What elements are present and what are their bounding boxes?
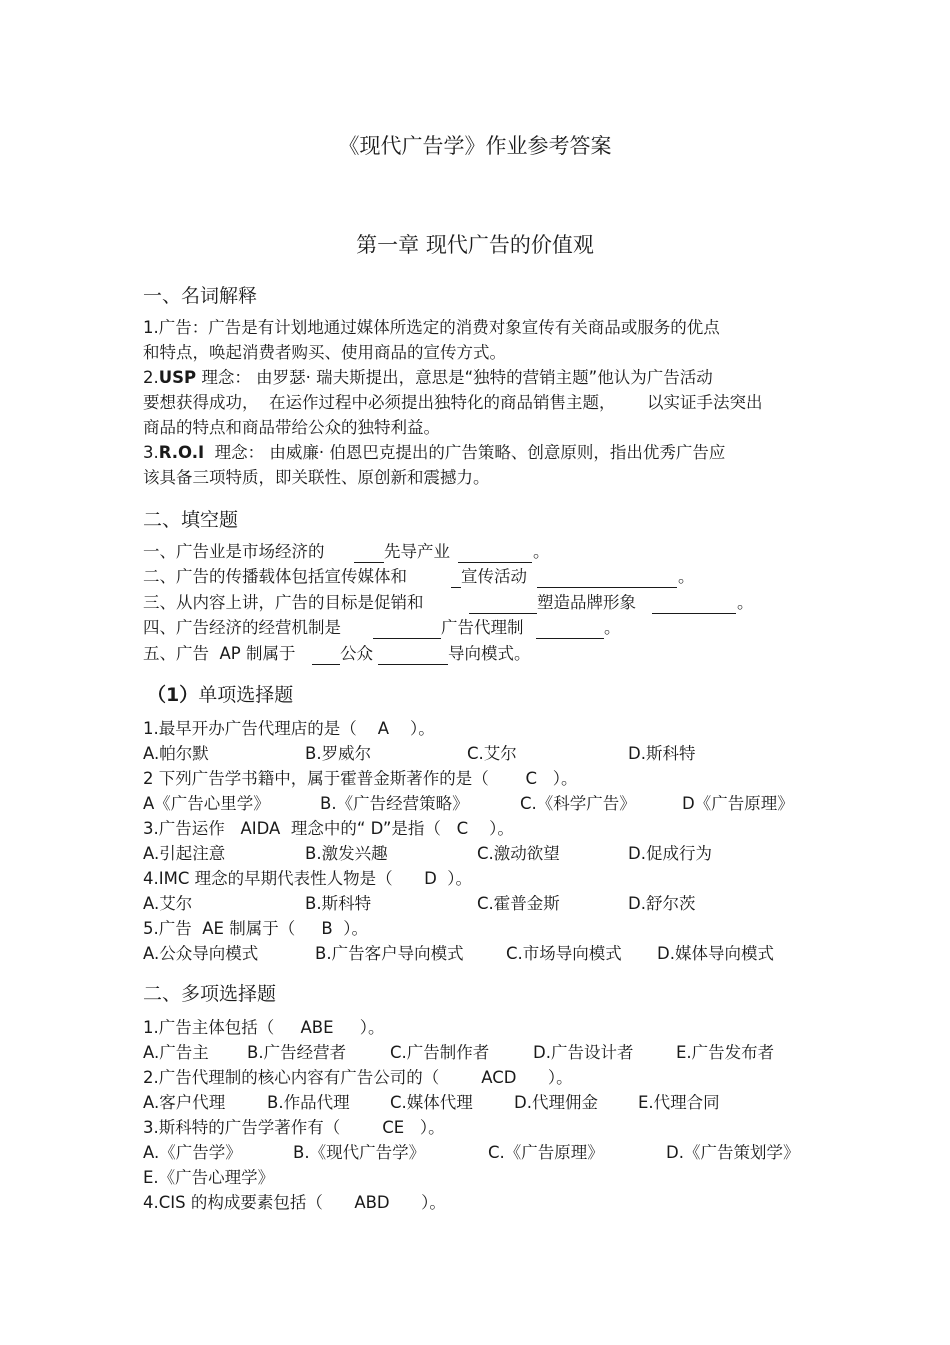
chapter-title: 第一章 现代广告的价值观 xyxy=(356,233,594,257)
single-q3-stem: 3.广告运作 AIDA 理念中的“ D”是指（ C ）。 xyxy=(143,819,514,838)
multi-q3-stem: 3.斯科特的广告学著作有（ CE ）。 xyxy=(143,1118,445,1137)
single-q4-stem: 4.IMC 理念的早期代表性人物是（ D ）。 xyxy=(143,869,473,888)
single-q4-option-d: D.舒尔茨 xyxy=(628,894,696,913)
definition-usp-line3: 商品的特点和商品带给公众的独特利益。 xyxy=(143,418,440,437)
single-q5-stem: 5.广告 AE 制属于（ B ）。 xyxy=(143,919,368,938)
fill-q1-blank-right xyxy=(458,562,532,563)
multi-q2-option-e: E.代理合同 xyxy=(638,1093,720,1112)
fill-q1-answer: 先导产业 xyxy=(384,542,450,561)
section-heading-multi-choice: 二、多项选择题 xyxy=(143,983,277,1005)
multi-q1-option-d: D.广告设计者 xyxy=(533,1043,634,1062)
single-q1-option-b: B.罗威尔 xyxy=(305,744,372,763)
multi-q3-option-a: A.《广告学》 xyxy=(143,1143,242,1162)
multi-q2-option-a: A.客户代理 xyxy=(143,1093,226,1112)
section-heading-definitions: 一、名词解释 xyxy=(143,285,258,307)
fill-q3-text: 三、从内容上讲，广告的目标是促销和 xyxy=(143,593,424,612)
fill-q4-text: 四、广告经济的经营机制是 xyxy=(143,618,341,637)
single-q2-option-d: D《广告原理》 xyxy=(682,794,794,813)
fill-q4-blank-right xyxy=(536,638,604,639)
definition-usp-term: USP xyxy=(158,368,197,387)
multi-q1-option-b: B.广告经营者 xyxy=(247,1043,347,1062)
single-choice-label: 单项选择题 xyxy=(198,684,294,706)
definition-ad-line2: 和特点，唤起消费者购买、使用商品的宣传方式。 xyxy=(143,343,506,362)
single-q2-option-a: A《广告心里学》 xyxy=(143,794,270,813)
multi-q1-option-a: A.广告主 xyxy=(143,1043,209,1062)
fill-q5-end: 导向模式。 xyxy=(448,644,531,663)
fill-q1-end: 。 xyxy=(533,542,550,561)
single-q5-option-a: A.公众导向模式 xyxy=(143,944,259,963)
multi-q2-option-b: B.作品代理 xyxy=(267,1093,350,1112)
single-q3-option-b: B.激发兴趣 xyxy=(305,844,388,863)
definition-roi-text: 理念： 由威廉· 伯恩巴克提出的广告策略、创意原则，指出优秀广告应 xyxy=(204,443,726,462)
fill-q5-blank-left xyxy=(312,664,340,665)
single-q2-option-c: C.《科学广告》 xyxy=(520,794,636,813)
fill-q5-blank-right xyxy=(378,664,448,665)
single-choice-number: （1） xyxy=(147,684,199,706)
definition-roi-line1 xyxy=(143,443,725,463)
multi-q1-stem: 1.广告主体包括（ ABE ）。 xyxy=(143,1018,385,1037)
single-q5-option-d: D.媒体导向模式 xyxy=(657,944,774,963)
multi-q3-option-b: B.《现代广告学》 xyxy=(293,1143,426,1162)
fill-q3-end: 。 xyxy=(737,593,754,612)
fill-q3-blank-right xyxy=(652,613,736,614)
multi-q3-option-d: D.《广告策划学》 xyxy=(666,1143,800,1162)
single-q1-option-d: D.斯科特 xyxy=(628,744,696,763)
definition-roi-line2: 该具备三项特质，即关联性、原创新和震撼力。 xyxy=(143,468,490,487)
fill-q2-answer: 宣传活动 xyxy=(461,567,527,586)
fill-q4-blank-left xyxy=(373,638,441,639)
definition-ad-line1: 1.广告：广告是有计划地通过媒体所选定的消费对象宣传有关商品或服务的优点 xyxy=(143,318,720,337)
definition-usp-number: 2. xyxy=(143,368,159,387)
fill-q4-answer: 广告代理制 xyxy=(441,618,524,637)
fill-q2-end: 。 xyxy=(678,567,695,586)
document-title: 《现代广告学》作业参考答案 xyxy=(338,134,612,158)
single-q3-option-d: D.促成行为 xyxy=(628,844,712,863)
multi-q4-stem: 4.CIS 的构成要素包括（ ABD ）。 xyxy=(143,1193,446,1212)
multi-q2-option-d: D.代理佣金 xyxy=(514,1093,598,1112)
multi-q2-option-c: C.媒体代理 xyxy=(390,1093,473,1112)
multi-q3-option-c: C.《广告原理》 xyxy=(488,1143,604,1162)
section-heading-single-choice xyxy=(147,680,293,707)
single-q2-option-b: B.《广告经营策略》 xyxy=(320,794,469,813)
single-q5-option-b: B.广告客户导向模式 xyxy=(315,944,464,963)
section-heading-fill-blank: 二、填空题 xyxy=(143,509,239,531)
multi-q1-option-e: E.广告发布者 xyxy=(676,1043,775,1062)
single-q3-option-a: A.引起注意 xyxy=(143,844,226,863)
fill-q1-blank-left xyxy=(354,562,384,563)
multi-q2-stem: 2.广告代理制的核心内容有广告公司的（ ACD ）。 xyxy=(143,1068,573,1087)
fill-q2-text: 二、广告的传播载体包括宣传媒体和 xyxy=(143,567,407,586)
multi-q1-option-c: C.广告制作者 xyxy=(390,1043,490,1062)
single-q1-stem: 1.最早开办广告代理店的是（ A ）。 xyxy=(143,719,435,738)
single-q4-option-b: B.斯科特 xyxy=(305,894,372,913)
definition-usp-line1 xyxy=(143,368,713,388)
definition-roi-number: 3. xyxy=(143,443,159,462)
fill-q2-blank-left xyxy=(451,587,461,588)
fill-q5-text: 五、广告 AP 制属于 xyxy=(143,644,296,663)
definition-usp-line2: 要想获得成功， 在运作过程中必须提出独特化的商品销售主题， 以实证手法突出 xyxy=(143,393,763,412)
fill-q2-blank-right xyxy=(537,587,677,588)
single-q2-stem: 2 下列广告学书籍中，属于霍普金斯著作的是（ C ）。 xyxy=(143,769,578,788)
single-q4-option-c: C.霍普金斯 xyxy=(477,894,560,913)
fill-q3-blank-left xyxy=(469,613,537,614)
fill-q4-end: 。 xyxy=(604,618,621,637)
fill-q1-text: 一、广告业是市场经济的 xyxy=(143,542,325,561)
single-q1-option-c: C.艾尔 xyxy=(467,744,517,763)
single-q1-option-a: A.帕尔默 xyxy=(143,744,209,763)
single-q3-option-c: C.激动欲望 xyxy=(477,844,560,863)
multi-q3-option-e: E.《广告心理学》 xyxy=(143,1168,275,1187)
definition-usp-text: 理念： 由罗瑟· 瑞夫斯提出，意思是“独特的营销主题”他认为广告活动 xyxy=(196,368,713,387)
single-q5-option-c: C.市场导向模式 xyxy=(506,944,622,963)
fill-q3-answer: 塑造品牌形象 xyxy=(537,593,636,612)
single-q4-option-a: A.艾尔 xyxy=(143,894,193,913)
fill-q5-answer: 公众 xyxy=(340,644,373,663)
definition-roi-term: R.O.I xyxy=(158,443,205,462)
